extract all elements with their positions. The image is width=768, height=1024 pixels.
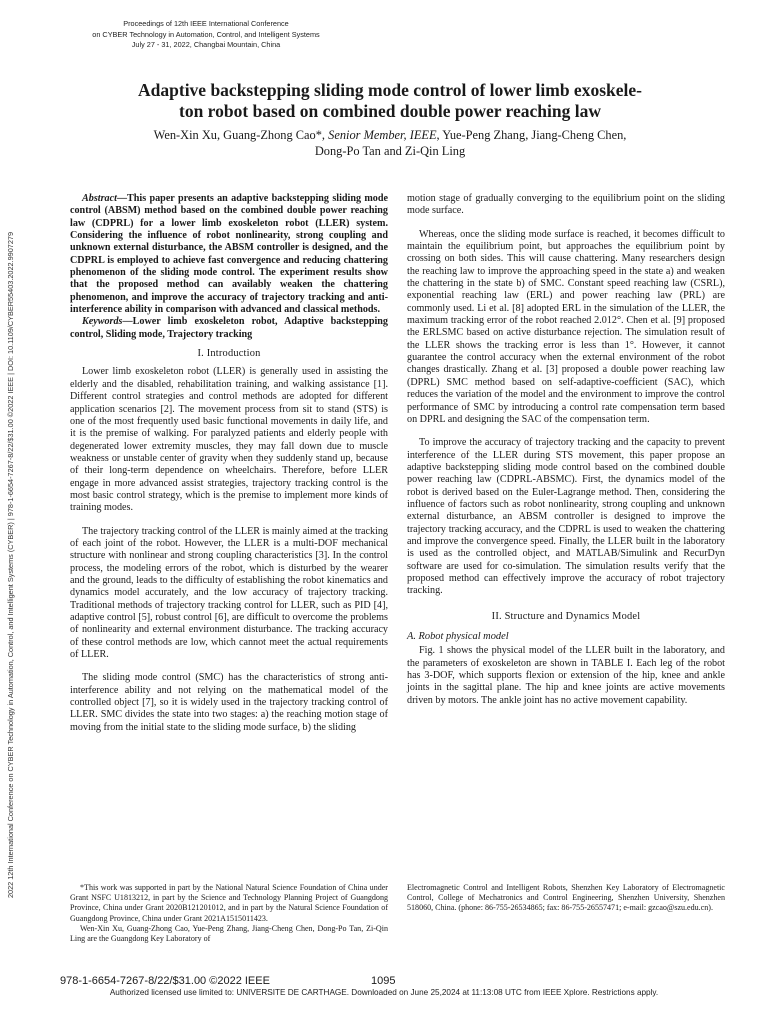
body-paragraph: Fig. 1 shows the physical model of the LLER built in the laboratory, and the parameters of exoskeleton are shown in TABLE I. Each leg of the robot has 3-DOF, which supports flexion or extension of the hip, knee and ankle joints in the sagittal plane. The hip and knee joints are active movements driven by motors. The ankle joint has no active movement capability. [407, 645, 725, 706]
abstract [70, 193, 388, 316]
body-paragraph: The sliding mode control (SMC) has the characteristics of strong anti-interference ability and not relying on the mathematical model of the controlled object [7], so it is widely used in the trajectory tracking control of LLER. SMC divides the state into two stages: a) the reaching motion stage of moving from the initial state to the sliding mode surface, b) the sliding [70, 672, 388, 733]
body-paragraph: The trajectory tracking control of the LLER is mainly aimed at the tracking of each joint of the robot. However, the LLER is a multi-DOF mechanical structure with nonlinear and strong coupling characteristics [3]. In the control process, the modeling errors of the robot, which is disturbed by the wearer and the ground, leads to the difficulty of establishing the robot kinematics and dynamics model accurately, and the low accuracy of trajectory tracking. Traditional methods of trajectory tracking control for LLER, such as PID [4], adaptive control [5], robust control [6], are difficult to overcome the problems of nonlinearity and external environment disturbance. The tracking accuracy of these control methods are low, which cannot meet the actual requirements of LLER. [70, 525, 388, 661]
title-line: Adaptive backstepping sliding mode control of lower limb exoskele- [138, 80, 642, 100]
section-heading-introduction: I. Introduction [197, 348, 261, 360]
doi-sidebar: 2022 12th International Conference on CYBER Technology in Automation, Control, and Intelligent Systems (CYBER) | 978-1-6654-7267-8/22/$31.00 ©2022 IEEE | DOI: 10.1109/CYBER55403.2022.9907279 [6, 231, 15, 899]
footnote-left [70, 883, 388, 944]
author-names-cont: , Yue-Peng Zhang, Jiang-Cheng Chen, [436, 128, 627, 142]
footnote-paragraph: Electromagnetic Control and Intelligent Robots, Shenzhen Key Laboratory of Electromagnetic Control, College of Mechatronics and Control Engineering, Shenzhen University, Shenzhen 518060, China. (phone: 86-755-26534865; fax: 86-755-26557471; e-mail: gzcao@szu.edu.cn). [407, 883, 725, 913]
body-paragraph: Lower limb exoskeleton robot (LLER) is generally used in assisting the elderly and the disabled, rehabilitation training, and walking assistance [1]. Different control strategies and control methods are adopted for different application scenarios [2]. The movement process from sit to stand (STS) is one of the most frequently used basic functional movements in daily life, and it is the premise of walking. For paralyzed patients and elderly people with degenerated lower extremity muscles, they may fall down due to muscle weakness or unstable center of gravity when they suddenly stand up, because of their long-term dependence on wheelchairs. Therefore, before LLER engage in more advanced assist strategies, trajectory tracking control is the most basic control strategy, which is the premise to implement more kinds of training modes. [70, 366, 388, 514]
body-paragraph: motion stage of gradually converging to the equilibrium point on the sliding mode surface. [407, 193, 725, 217]
proceedings-header [56, 19, 356, 51]
proceedings-line: Proceedings of 12th IEEE International Conference [123, 19, 289, 28]
proceedings-line: July 27 - 31, 2022, Changbai Mountain, China [131, 40, 281, 49]
keywords-text: —Lower limb exoskeleton robot, Adaptive backstepping control, Sliding mode, Trajectory tracking [70, 316, 388, 340]
page-number: 1095 [371, 975, 396, 987]
subsection-heading: A. Robot physical model [407, 631, 509, 642]
author-membership: Senior Member, IEEE [328, 128, 437, 142]
left-column [70, 193, 388, 734]
footnote-paragraph: Wen-Xin Xu, Guang-Zhong Cao, Yue-Peng Zhang, Jiang-Cheng Chen, Dong-Po Tan, Zi-Qin Ling are the Guangdong Key Laboratory of [70, 923, 388, 944]
abstract-text: —This paper presents an adaptive backstepping sliding mode control (ABSM) method based on the combined double power reaching law (CDPRL) for a lower limb exoskeleton robot (LLER) system. Considering the influence of robot nonlinearity, strong coupling and unknown external disturbance, the ABSM controller is designed, and the CDPRL is employed to achieve fast convergence and reducing chattering phenomenon of the sliding mode control. The experiment results show that the proposed method can availably weaken the chattering phenomenon, and improve the accuracy of trajectory tracking and anti-interference ability in comparison with advanced and classical methods. [70, 193, 388, 316]
paper-title [40, 80, 740, 122]
body-paragraph: Whereas, once the sliding mode surface is reached, it becomes difficult to maintain the equilibrium point, but approaches the equilibrium point by crossing on both sides. This will cause chattering. Many researchers design the reaching law to improve the approaching speed in the state a) and weaken the chattering in the state b) of SMC. Constant speed reaching law (CSRL), exponential reaching law (ERL) and power reaching law (PRL) are commonly used. Li et al. [8] adopted ERL in the simulation of the LLER, the maximum tracking error of the robot reached 2.012°. Chen et al. [9] proposed the ERLSMC based on active disturbance rejection. The simulation result of the LLER shows the tracking error is less than 1°. However, it cannot guarantee the control accuracy when the external environment of the robot changes drastically. Zhang et al. [3] proposed a double power reaching law (DPRL) SMC method based on self-adaptive-coefficient (SAC), which reduces the variation of the model and the environment to improve the control performance of SMC by introducing a control rate compensation term based on DPRL and designing the SAC of the compensation term. [407, 228, 725, 425]
abstract-label: Abstract [82, 193, 117, 204]
proceedings-line: on CYBER Technology in Automation, Control, and Intelligent Systems [92, 29, 320, 39]
keywords [70, 316, 388, 341]
footnote-paragraph: *This work was supported in part by the National Natural Science Foundation of China under Grant NSFC U1813212, in part by the Science and Technology Planning Project of Guangdong Province, China under Grant 2020B121201012, and in part by the Natural Science Foundation of Guangdong Province, China under Grant 2021A1515011423. [70, 883, 388, 923]
author-names: Wen-Xin Xu, Guang-Zhong Cao*, [153, 128, 329, 142]
isbn-copyright: 978-1-6654-7267-8/22/$31.00 ©2022 IEEE [60, 975, 270, 987]
author-line: Dong-Po Tan and Zi-Qin Ling [314, 144, 466, 158]
author-line [40, 127, 740, 143]
license-notice: Authorized licensed use limited to: UNIVERSITE DE CARTHAGE. Downloaded on June 25,2024 at 11:13:08 UTC from IEEE Xplore. Restrictions apply. [109, 988, 659, 997]
footnote-right [407, 883, 725, 914]
author-list [40, 127, 740, 159]
right-column [407, 193, 725, 707]
section-heading-structure: II. Structure and Dynamics Model [491, 610, 641, 622]
title-line: ton robot based on combined double power reaching law [179, 101, 601, 121]
keywords-label: Keywords [82, 316, 123, 328]
body-paragraph: To improve the accuracy of trajectory tracking and the capacity to prevent interference of the LLER during STS movement, this paper propose an adaptive backstepping sliding mode control based on the combined double power reaching law (CDPRL-ABSMC). First, the dynamics model of the robot is derived based on the Euler-Lagrange method. Then, considering the influence of factors such as robot nonlinearity, strong coupling and unknown external disturbance, an ABSM controller is designed to improve the trajectory tracking accuracy, and the CDPRL is used to weaken the chattering and improve the convergence speed. Finally, the LLER built in the laboratory is used as the controlled object, and MATLAB/Simulink and RecurDyn software are used for co-simulation. The simulation results verify that the proposed method can effectively improve the accuracy of robot trajectory tracking. [407, 437, 725, 597]
